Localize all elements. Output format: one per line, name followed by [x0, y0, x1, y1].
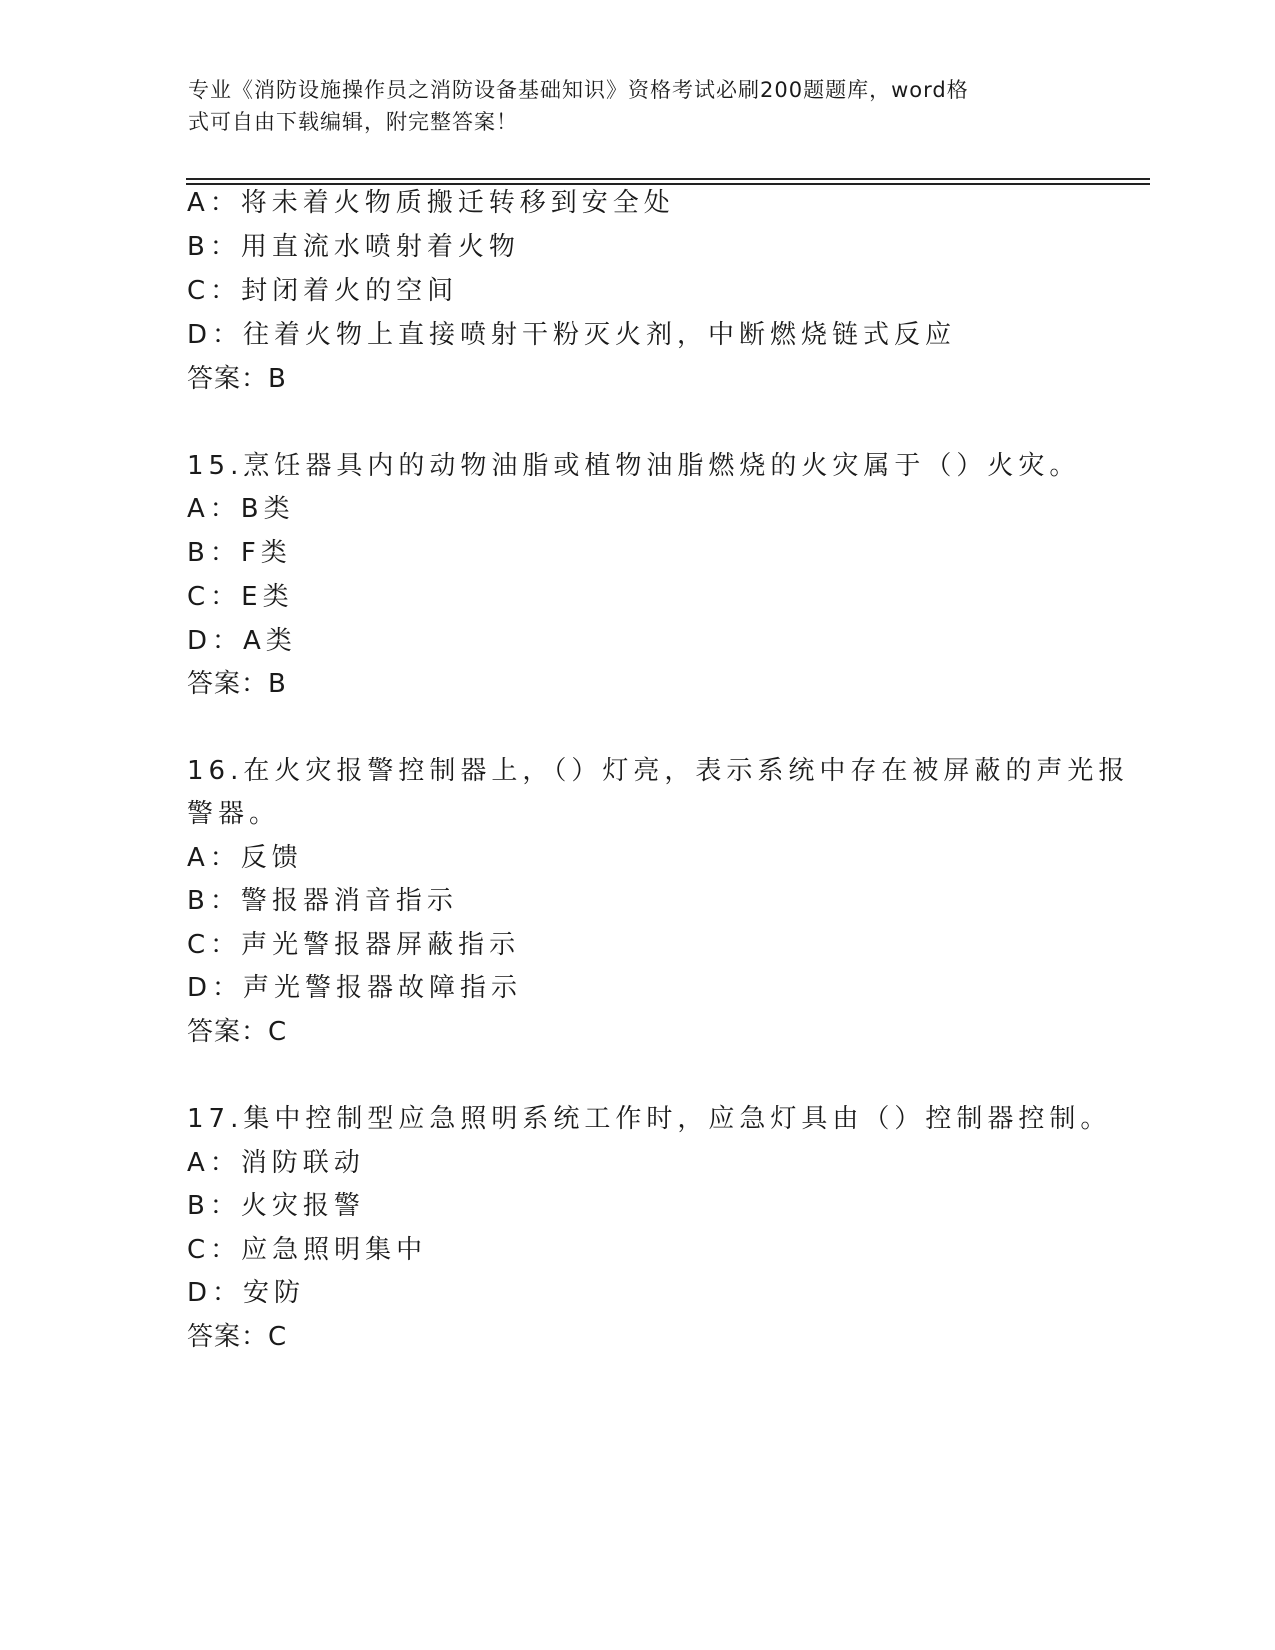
q14-option-b: B：用直流水喷射着火物	[187, 232, 520, 262]
header-line-2: 式可自由下载编辑，附完整答案！	[188, 110, 518, 134]
q17-option-a: A：消防联动	[187, 1148, 365, 1178]
q15-option-c: C：E类	[187, 582, 294, 612]
q15-option-b: B：F类	[187, 538, 292, 568]
q15-question: 15.烹饪器具内的动物油脂或植物油脂燃烧的火灾属于（）火灾。	[187, 451, 1081, 481]
q15-option-d: D：A类	[187, 626, 297, 656]
q16-question-line-2: 警器。	[187, 799, 281, 829]
q16-option-d: D：声光警报器故障指示	[187, 973, 523, 1003]
q17-question: 17.集中控制型应急照明系统工作时，应急灯具由（）控制器控制。	[187, 1104, 1112, 1134]
q15-option-a: A：B类	[187, 494, 295, 524]
q15-answer: 答案：B	[187, 669, 287, 699]
q16-question-line-1: 16.在火灾报警控制器上，（）灯亮，表示系统中存在被屏蔽的声光报	[187, 756, 1130, 786]
q17-option-c: C：应急照明集中	[187, 1235, 428, 1265]
document-header	[188, 74, 1068, 138]
q16-option-c: C：声光警报器屏蔽指示	[187, 930, 521, 960]
q17-answer: 答案：C	[187, 1322, 288, 1352]
q17-option-b: B：火灾报警	[187, 1191, 365, 1221]
q14-option-d: D：往着火物上直接喷射干粉灭火剂，中断燃烧链式反应	[187, 320, 957, 350]
q14-answer: 答案：B	[187, 364, 287, 394]
q16-option-b: B：警报器消音指示	[187, 886, 458, 916]
q17-option-d: D：安防	[187, 1278, 306, 1308]
header-divider-top	[186, 178, 1150, 180]
q16-answer: 答案：C	[187, 1017, 288, 1047]
q14-option-c: C：封闭着火的空间	[187, 276, 459, 306]
header-line-1: 专业《消防设施操作员之消防设备基础知识》资格考试必刷200题题库，word格	[188, 78, 969, 102]
q16-option-a: A：反馈	[187, 843, 303, 873]
q14-option-a: A：将未着火物质搬迁转移到安全处	[187, 188, 675, 218]
